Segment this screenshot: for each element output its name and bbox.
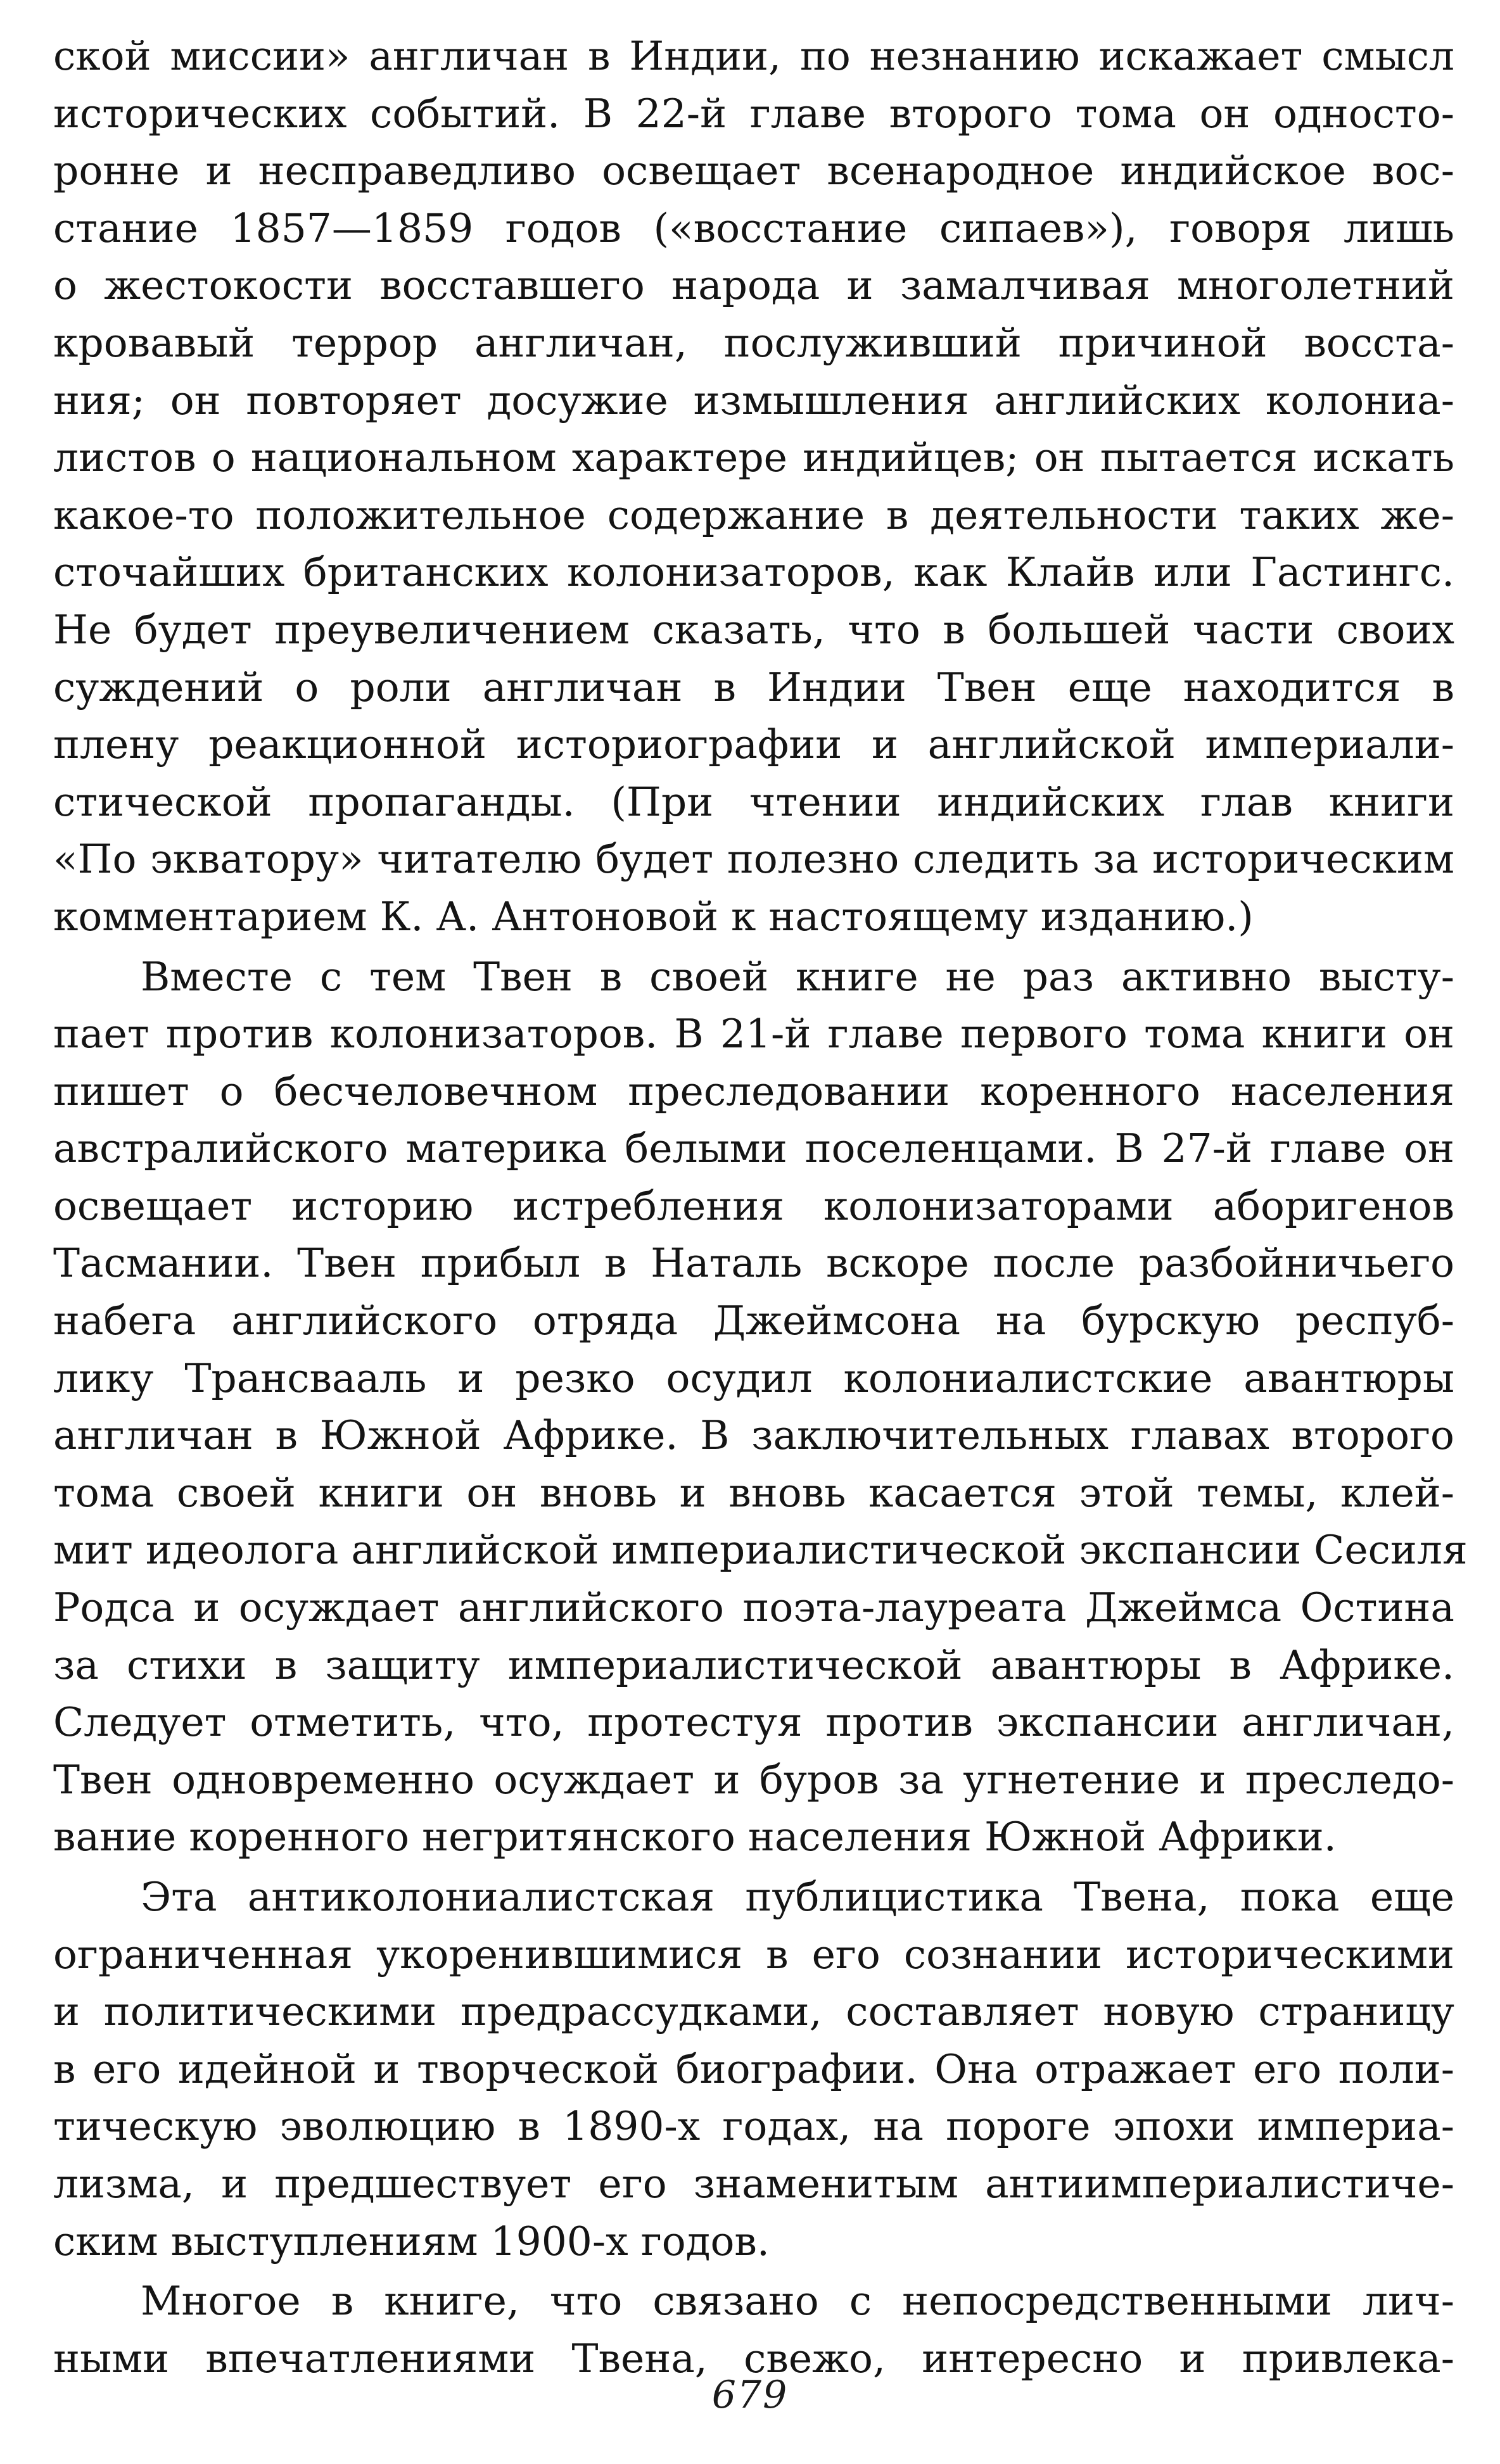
page-number: 679	[711, 2373, 789, 2417]
text-line: сточайших британских колонизаторов, как Клайв или Гастингс.	[53, 549, 1454, 596]
text-line: какое-то положительное содержание в деятельности таких же-	[53, 491, 1454, 538]
text-line: Следует отметить, что, протестуя против экспансии англичан,	[53, 1699, 1454, 1746]
text-line: ской миссии» англичан в Индии, по незнанию искажает смысл	[53, 33, 1454, 79]
text-line: листов о национальном характере индийцев; он пытается искать	[53, 434, 1454, 481]
text-line: суждений о роли англичан в Индии Твен еще находится в	[53, 664, 1454, 711]
text-line: лику Трансвааль и резко осудил колониалистские авантюры	[53, 1355, 1454, 1401]
text-line: ными впечатлениями Твена, свежо, интересно и привлека-	[53, 2335, 1454, 2382]
text-line: тома своей книги он вновь и вновь касается этой темы, клей-	[53, 1469, 1454, 1516]
text-line: освещает историю истребления колонизаторами аборигенов	[53, 1182, 1454, 1229]
text-line: англичан в Южной Африке. В заключительных главах второго	[53, 1412, 1454, 1459]
text-line: за стихи в защиту империалистической авантюры в Африке.	[53, 1641, 1454, 1688]
text-line: мит идеолога английской империалистической экспансии Сесиля	[53, 1527, 1468, 1574]
text-line: стической пропаганды. (При чтении индийских глав книги	[53, 778, 1454, 825]
text-line: исторических событий. В 22-й главе второго тома он односто-	[53, 90, 1454, 137]
text-line: Родса и осуждает английского поэта-лауреата Джеймса Остина	[53, 1584, 1454, 1631]
text-line: ским выступлениям 1900-х годов.	[53, 2218, 770, 2265]
text-line: Вместе с тем Твен в своей книге не раз активно высту-	[141, 953, 1454, 1000]
text-line: о жестокости восставшего народа и замалчивая многолетний	[53, 262, 1454, 309]
text-line: Тасмании. Твен прибыл в Наталь вскоре после разбойничьего	[53, 1240, 1454, 1287]
text-line: плену реакционной историографии и английской империали-	[53, 721, 1454, 768]
text-line: пает против колонизаторов. В 21-й главе первого тома книги он	[53, 1011, 1454, 1058]
text-line: ограниченная укоренившимися в его сознании историческими	[53, 1931, 1454, 1978]
text-line: ронне и несправедливо освещает всенародное индийское вос-	[53, 148, 1454, 194]
paragraph-2	[53, 949, 1468, 1867]
text-line: вание коренного негритянского населения Южной Африки.	[53, 1814, 1337, 1861]
text-line: Многое в книге, что связано с непосредственными лич-	[141, 2278, 1454, 2325]
text-line: Твен одновременно осуждает и буров за угнетение и преследо-	[53, 1756, 1454, 1803]
text-line: Не будет преувеличением сказать, что в большей части своих	[53, 606, 1454, 653]
text-line: комментарием К. А. Антоновой к настоящему изданию.)	[53, 893, 1254, 940]
text-line: набега английского отряда Джеймсона на бурскую респуб-	[53, 1298, 1454, 1344]
paragraph-3	[53, 1869, 1454, 2270]
text-line: ния; он повторяет досужие измышления английских колониа-	[53, 377, 1454, 424]
text-line: тическую эволюцию в 1890-х годах, на пороге эпохи империа-	[53, 2103, 1454, 2150]
text-line: австралийского материка белыми поселенцами. В 27-й главе он	[53, 1125, 1454, 1172]
text-line: пишет о бесчеловечном преследовании коренного населения	[53, 1068, 1454, 1115]
text-line: стание 1857—1859 годов («восстание сипаев»), говоря лишь	[53, 205, 1454, 251]
text-line: и политическими предрассудками, составляет новую страницу	[53, 1988, 1454, 2035]
page-body	[53, 28, 1468, 2387]
text-line: кровавый террор англичан, послуживший причиной восста-	[53, 319, 1454, 366]
text-line: «По экватору» читателю будет полезно следить за историческим	[53, 836, 1454, 883]
paragraph-1	[53, 28, 1454, 946]
text-line: Эта антиколониалистская публицистика Твена, пока еще	[141, 1874, 1454, 1920]
text-line: в его идейной и творческой биографии. Она отражает его поли-	[53, 2045, 1454, 2092]
text-line: лизма, и предшествует его знаменитым антиимпериалистиче-	[53, 2160, 1454, 2207]
